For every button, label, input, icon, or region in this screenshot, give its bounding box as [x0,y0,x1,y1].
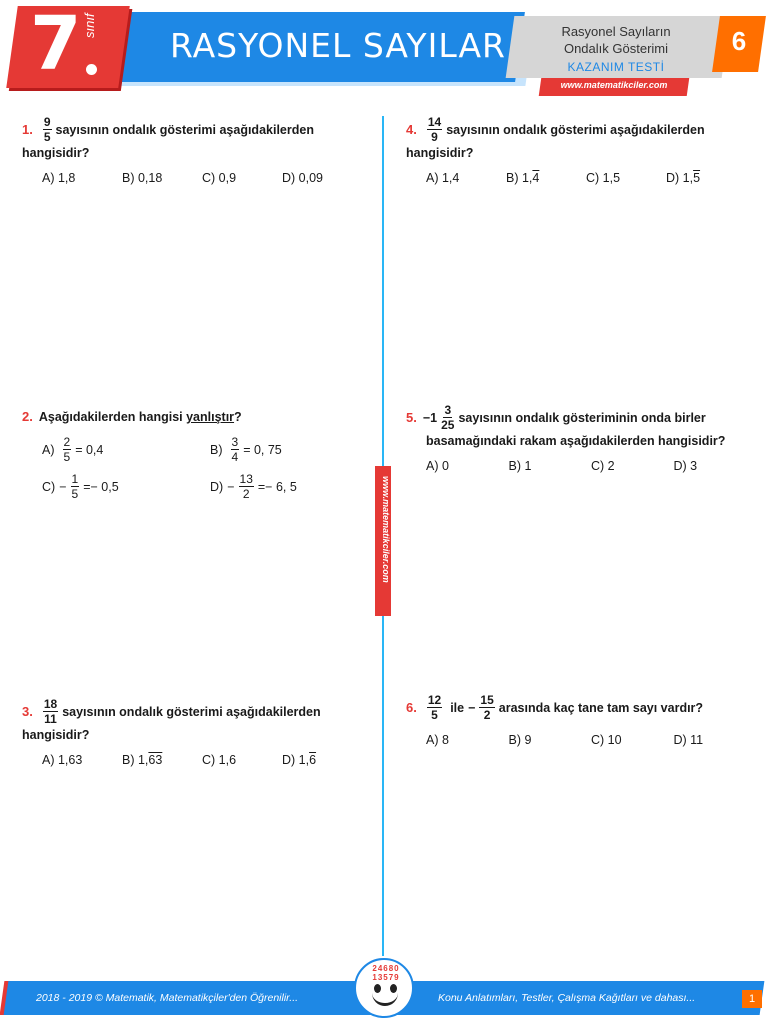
option-repeating-digits: 5 [693,171,701,185]
question-text-end: ? [234,410,242,424]
fraction [239,473,254,500]
test-label: KAZANIM TESTİ [567,60,665,74]
option-label: B) [210,442,223,457]
denominator: 5 [63,450,71,464]
subtitle-line1: Rasyonel Sayıların [561,24,671,39]
option-repeating-digits: 6 [309,753,317,767]
numerator: 14 [427,115,442,129]
option-c[interactable]: C) 2 [591,459,615,473]
footer-tagline: Konu Anlatımları, Testler, Çalışma Kağıtları ve dahası... [438,992,696,1004]
mixed-whole: −1 [422,410,438,425]
numerator: 9 [43,115,51,129]
options [406,171,746,185]
option-b[interactable]: B) 1 [508,459,532,473]
numerator: 13 [239,472,253,486]
question-3 [22,698,362,767]
option-d[interactable]: D) 0,09 [282,171,323,185]
question-2 [22,408,362,500]
numerator: 3 [444,403,452,417]
fraction [71,473,80,500]
option-repeating-digits: 63 [148,753,163,767]
option-text: B) 1, [122,753,149,767]
subtitle-line2: Ondalık Gösterimi [563,41,669,56]
option-a[interactable]: A) 1,8 [42,171,76,185]
website-link[interactable]: www.matematikciler.com [560,80,668,90]
question-text-underlined: yanlıştır [186,410,235,424]
options [22,753,362,767]
smiley-logo-icon [354,958,414,1018]
mouth-icon [372,992,398,1006]
option-text: B) 1, [506,171,533,185]
fraction [441,404,454,431]
option-d[interactable] [282,753,362,767]
option-c[interactable]: C) 0,9 [202,171,237,185]
option-b[interactable]: B) 9 [508,733,532,747]
question-text-line2: basamağındaki rakam aşağıdakilerden hangisidir? [426,434,726,448]
option-b[interactable] [210,436,378,463]
option-value: =− 0,5 [83,479,119,494]
options [22,436,362,500]
option-repeating-digits: 4 [532,171,540,185]
option-value: = 0,4 [75,442,104,457]
fraction-second [479,694,494,721]
question-number: 2. [22,409,33,424]
option-label: A) [42,442,55,457]
option-d[interactable] [210,473,378,500]
question-1 [22,116,362,185]
denominator: 11 [44,712,57,726]
question-text-line2: hangisidir? [406,146,474,160]
question-text: Aşağıdakilerden hangisi [38,410,187,424]
test-number: 6 [731,26,747,56]
option-b[interactable] [506,171,586,185]
question-text-line2: hangisidir? [22,728,90,742]
option-d[interactable] [666,171,746,185]
denominator: 5 [71,487,79,501]
numerator: 18 [43,697,58,711]
option-c[interactable]: C) 10 [591,733,622,747]
option-text: A) 1,63 [42,753,83,767]
question-text-line2: hangisidir? [22,146,90,160]
options [406,733,756,747]
denominator: 2 [483,708,491,722]
numerator: 1 [71,472,79,486]
numerator: 2 [63,435,71,449]
options [22,171,362,185]
vertical-website-text: www.matematikciler.com [381,476,391,583]
option-value: = 0, 75 [243,442,282,457]
numerator: 12 [427,693,442,707]
question-text-mid: ile [450,700,465,715]
logo-digits: 24680 13579 [372,964,400,982]
denominator: 9 [431,130,438,144]
question-text: sayısının ondalık gösteriminin onda birler [458,410,706,425]
question-6 [406,694,756,747]
option-text: D) 1, [666,171,694,185]
option-label: C) [42,479,56,494]
denominator: 4 [231,450,239,464]
denominator: 25 [441,418,455,432]
option-d[interactable]: D) 11 [673,733,704,747]
option-value: =− 6, 5 [257,479,297,494]
question-text: sayısının ondalık gösterimi aşağıdakilerden [446,122,705,137]
option-b[interactable] [122,753,202,767]
option-text: C) 1,5 [586,171,621,185]
option-sign: − [227,479,235,494]
denominator: 5 [431,708,438,722]
numerator: 3 [231,435,239,449]
question-number: 6. [406,699,417,715]
fraction [231,436,240,463]
option-a[interactable] [42,753,122,767]
fraction [43,116,52,143]
option-c[interactable] [586,171,666,185]
negative-sign: − [468,700,476,715]
option-d[interactable]: D) 3 [673,459,698,473]
question-number: 3. [22,703,33,719]
numerator: 15 [480,693,494,707]
fraction [427,116,442,143]
question-text: sayısının ondalık gösterimi aşağıdakilerden [55,122,314,137]
footer-copyright: 2018 - 2019 © Matematik, Matematikçiler'den Öğrenilir... [36,992,299,1004]
page-number: 1 [742,990,762,1008]
fraction [43,698,58,725]
grade-word: sınıf [82,13,97,38]
option-text: D) 1, [282,753,310,767]
option-b[interactable]: B) 0,18 [122,171,163,185]
fraction-first [427,694,442,721]
question-4 [406,116,746,185]
option-text: C) 1,6 [202,753,237,767]
option-a[interactable]: A) 8 [426,733,449,747]
option-a[interactable] [42,436,210,463]
question-number: 1. [22,121,33,137]
option-text: A) 1,4 [426,171,460,185]
question-text: arasında kaç tane tam sayı vardır? [498,700,704,715]
page-title: RASYONEL SAYILAR [170,26,506,65]
question-number: 5. [406,409,417,425]
option-label: D) [210,479,224,494]
denominator: 5 [43,130,51,144]
question-5 [406,404,756,473]
option-a[interactable] [426,171,506,185]
question-number: 4. [406,121,417,137]
fraction [63,436,72,463]
option-a[interactable]: A) 0 [426,459,449,473]
option-c[interactable] [42,473,210,500]
option-c[interactable] [202,753,282,767]
question-text: sayısının ondalık gösterimi aşağıdakilerden [62,704,321,719]
grade-dot-icon [86,64,97,75]
grade-number: 7 [30,1,82,87]
options [406,459,756,473]
option-sign: − [59,479,67,494]
denominator: 2 [242,487,250,501]
